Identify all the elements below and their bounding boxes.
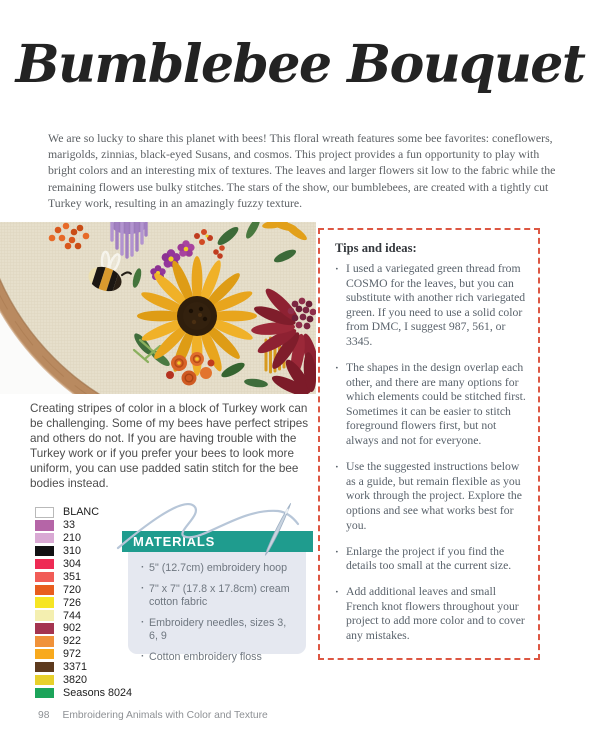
thread-swatch bbox=[35, 662, 54, 673]
thread-code: 33 bbox=[63, 519, 76, 532]
materials-title: MATERIALS bbox=[133, 534, 216, 549]
tip-text: Use the suggested instructions below as a guide, but remain flexible as you work through the project. Explore the options and see what works best for you. bbox=[346, 460, 522, 532]
thread-row bbox=[35, 686, 132, 699]
thread-swatch bbox=[35, 597, 54, 608]
bullet-dot: · bbox=[141, 651, 145, 663]
thread-swatch bbox=[35, 623, 54, 634]
embroidery-photo bbox=[0, 222, 316, 394]
tips-list bbox=[335, 262, 527, 644]
thread-row bbox=[35, 506, 132, 519]
thread-swatch bbox=[35, 546, 54, 557]
thread-swatch bbox=[35, 636, 54, 647]
thread-row bbox=[35, 635, 132, 648]
embroidery-photo-illustration bbox=[0, 222, 316, 394]
thread-row bbox=[35, 674, 132, 687]
thread-code: 351 bbox=[63, 570, 82, 583]
tip-item bbox=[335, 460, 527, 533]
tip-text: Enlarge the project if you find the details too small at the current size. bbox=[346, 544, 512, 573]
material-item bbox=[141, 617, 298, 642]
material-text: 5" (12.7cm) embroidery hoop bbox=[149, 562, 288, 574]
thread-code: 304 bbox=[63, 558, 82, 570]
thread-row bbox=[35, 532, 132, 545]
thread-swatch bbox=[35, 675, 54, 686]
book-title: Embroidering Animals with Color and Texture bbox=[62, 710, 268, 721]
thread-swatch bbox=[35, 572, 54, 583]
thread-code: 922 bbox=[63, 635, 82, 648]
material-item bbox=[141, 562, 298, 574]
materials-banner bbox=[122, 531, 313, 552]
tip-item bbox=[335, 585, 527, 643]
tip-item bbox=[335, 545, 527, 574]
bullet-dot: · bbox=[141, 562, 145, 573]
bullet-dot: · bbox=[141, 617, 145, 629]
thread-code: 3820 bbox=[63, 674, 88, 687]
thread-swatch bbox=[35, 585, 54, 596]
thread-swatch bbox=[35, 649, 54, 660]
thread-code: 902 bbox=[63, 622, 82, 635]
thread-swatch bbox=[35, 520, 54, 531]
thread-row bbox=[35, 583, 132, 596]
bullet-dot: · bbox=[335, 586, 339, 599]
thread-legend bbox=[35, 506, 132, 699]
bullet-dot: · bbox=[335, 362, 339, 375]
thread-code: BLANC bbox=[63, 506, 100, 519]
thread-row bbox=[35, 622, 132, 635]
thread-code: 744 bbox=[63, 609, 82, 622]
thread-row bbox=[35, 661, 132, 674]
thread-row bbox=[35, 519, 132, 532]
thread-swatch bbox=[35, 559, 54, 570]
tip-text: The shapes in the design overlap each other, and there are many options for which elements could be stitched first. Sometimes it can be easier to stitch foreground flowers first, but not always and not for everyone. bbox=[346, 361, 526, 448]
material-item bbox=[141, 651, 298, 663]
bullet-dot: · bbox=[141, 583, 145, 595]
thread-row bbox=[35, 545, 132, 558]
thread-swatch bbox=[35, 688, 54, 699]
material-text: 7" x 7" (17.8 x 17.8cm) cream cotton fabric bbox=[149, 583, 290, 608]
intro-paragraph: We are so lucky to share this planet with bees! This floral wreath features some bee favorites: coneflowers, marigolds, zinnias, black-eyed Susans, and cosmos. This project provides a fun opportunity to play with bright colors and an interesting mix of textures. The leaves and larger flowers sit low to the fabric while the remaining flowers use bulky stitches. The stars of the show, our bumblebees, are created with a tightly cut Turkey work, resulting in an amazingly fuzzy texture. bbox=[48, 131, 556, 210]
thread-swatch bbox=[35, 507, 54, 518]
photo-caption: Creating stripes of color in a block of Turkey work can be challenging. Some of my bees have perfect stripes and others do not. If you are having trouble with the Turkey work or if you prefer your bees to look more uniform, you can use padded satin stitch for the bee bodies instead. bbox=[30, 402, 309, 490]
thread-row bbox=[35, 570, 132, 583]
material-item bbox=[141, 583, 298, 608]
thread-code: 726 bbox=[63, 596, 82, 609]
materials-list bbox=[141, 562, 298, 663]
tip-text: Add additional leaves and small French knot flowers throughout your project to add more color and to cover any mistakes. bbox=[346, 585, 525, 643]
tip-item bbox=[335, 262, 527, 350]
thread-row bbox=[35, 648, 132, 661]
thread-code: 3371 bbox=[63, 661, 88, 674]
tip-item bbox=[335, 361, 527, 449]
material-text: Cotton embroidery floss bbox=[149, 651, 262, 664]
thread-row bbox=[35, 558, 132, 571]
thread-row bbox=[35, 609, 132, 622]
bullet-dot: · bbox=[335, 461, 339, 474]
thread-code: 210 bbox=[63, 532, 82, 545]
bullet-dot: · bbox=[335, 545, 339, 558]
tips-title: Tips and ideas: bbox=[335, 241, 417, 255]
page-number: 98 bbox=[38, 710, 50, 721]
thread-code: 310 bbox=[63, 545, 82, 558]
thread-swatch bbox=[35, 533, 54, 544]
tips-box bbox=[318, 228, 540, 660]
thread-code: Seasons 8024 bbox=[63, 686, 133, 699]
thread-row bbox=[35, 596, 132, 609]
tip-text: I used a variegated green thread from COSMO for the leaves, but you can substitute with another rich variegated green. If you need to use a solid color from DMC, I suggest 987, 561, or 3345. bbox=[346, 262, 526, 348]
bullet-dot: · bbox=[335, 263, 339, 275]
thread-code: 972 bbox=[63, 648, 82, 661]
page-title: Bumblebee Bouquet bbox=[15, 34, 585, 95]
material-text: Embroidery needles, sizes 3, 6, 9 bbox=[149, 617, 287, 642]
footer bbox=[38, 710, 268, 721]
thread-swatch bbox=[35, 610, 54, 621]
thread-code: 720 bbox=[63, 583, 82, 596]
